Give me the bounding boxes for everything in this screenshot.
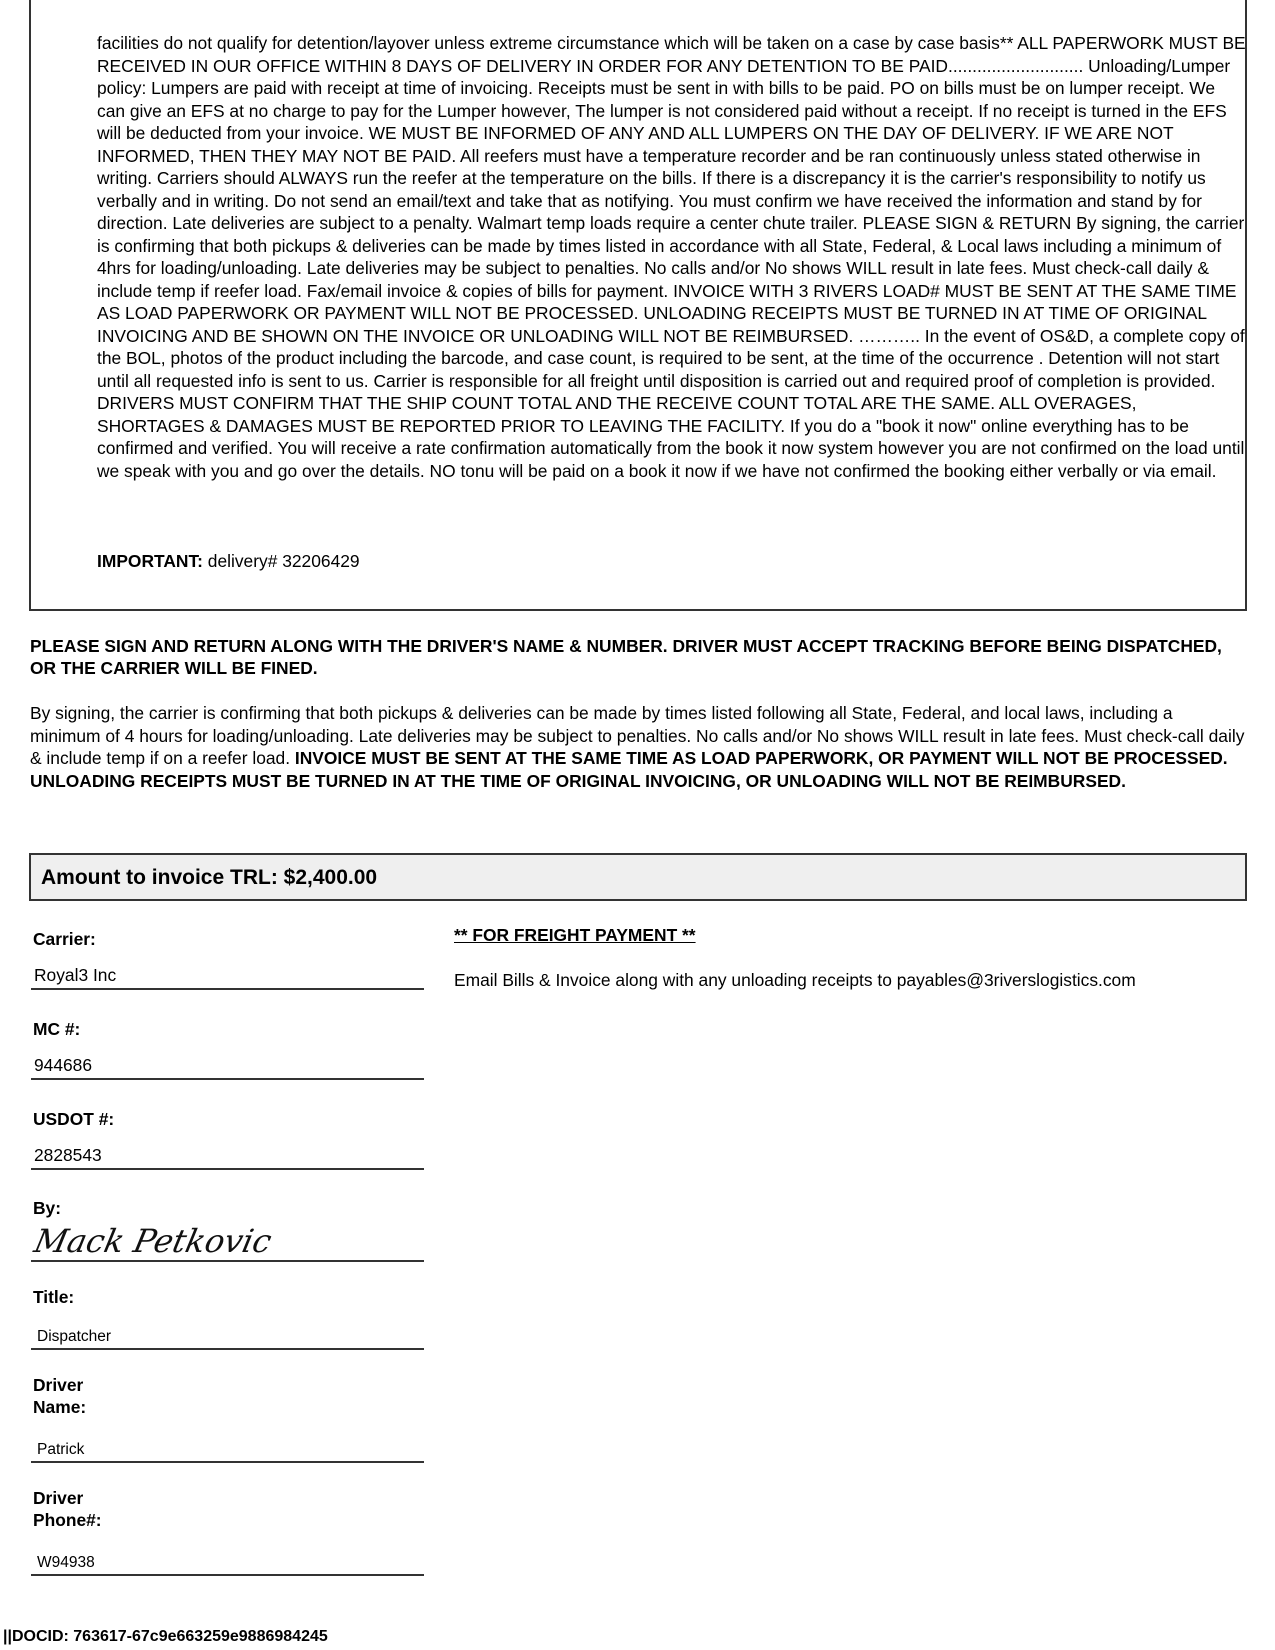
driver-phone-label: [33, 1487, 102, 1531]
usdot-field[interactable]: [31, 1144, 424, 1170]
signature-text: Mack Petkovic: [31, 1222, 275, 1260]
important-note: [97, 550, 360, 572]
signature-image: [31, 1222, 424, 1262]
amount-to-invoice: Amount to invoice TRL: $2,400.00: [41, 866, 378, 889]
title-field[interactable]: [31, 1324, 424, 1350]
driver-phone-field[interactable]: [31, 1550, 424, 1576]
driver-name-field[interactable]: [31, 1437, 424, 1463]
signing-terms-plain: By signing, the carrier is confirming that both pickups & deliveries can be made by times listed following all State, Federal, and local laws, including a minimum of 4 hours for loading/unloading. Late deliveries may be subject to penalties. No calls and/or No shows WILL result in late fees. Must check-call daily & include temp if on a reefer load.: [30, 703, 1245, 768]
signature-field[interactable]: [31, 1222, 424, 1262]
carrier-label: Carrier:: [33, 929, 96, 949]
mc-field[interactable]: [31, 1054, 424, 1080]
sign-return-notice: PLEASE SIGN AND RETURN ALONG WITH THE DRIVER'S NAME & NUMBER. DRIVER MUST ACCEPT TRACKING BEFORE BEING DISPATCHED, OR THE CARRIER WILL BE FINED.: [30, 636, 1222, 678]
driver-name-value: Patrick: [37, 1441, 85, 1458]
title-value: Dispatcher: [37, 1328, 112, 1345]
by-label: By:: [33, 1198, 62, 1218]
amount-to-invoice-bar: [29, 853, 1247, 901]
carrier-value: Royal3 Inc: [34, 965, 117, 985]
driver-phone-value: W94938: [37, 1554, 95, 1571]
usdot-value: 2828543: [34, 1145, 102, 1165]
driver-phone-label-line1: Driver: [33, 1488, 84, 1508]
terms-paragraph: facilities do not qualify for detention/layover unless extreme circumstance which will be taken on a case by case basis** ALL PAPERWORK MUST BE RECEIVED IN OUR OFFICE WITHIN 8 DAYS OF DELIVERY IN ORDER FOR ANY DETENTION TO BE PAID............................ Unloading/Lumper policy: Lumpers are paid with receipt at time of invoicing. Receipts must be sent in with bills to be paid. PO on bills must be on lumper receipt. We can give an EFS at no charge to pay for the Lumper however, The lumper is not considered paid without a receipt. If no receipt is turned in the EFS will be deducted from your invoice. WE MUST BE INFORMED OF ANY AND ALL LUMPERS ON THE DAY OF DELIVERY. IF WE ARE NOT INFORMED, THEN THEY MAY NOT BE PAID. All reefers must have a temperature recorder and be ran continuously unless stated otherwise in writing. Carriers should ALWAYS run the reefer at the temperature on the bills. If there is a discrepancy it is the carrier's responsibility to notify us verbally and in writing. Do not send an email/text and take that as notifying. You must confirm we have received the information and stand by for direction. Late deliveries are subject to a penalty. Walmart temp loads require a center chute trailer. PLEASE SIGN & RETURN By signing, the carrier is confirming that both pickups & deliveries can be made by times listed in accordance with all State, Federal, & Local laws including a minimum of 4hrs for loading/unloading. Late deliveries may be subject to penalties. No calls and/or No shows WILL result in late fees. Must check-call daily & include temp if reefer load. Fax/email invoice & copies of bills for payment. INVOICE WITH 3 RIVERS LOAD# MUST BE SENT AT THE SAME TIME AS LOAD PAPERWORK OR PAYMENT WILL NOT BE PROCESSED. UNLOADING RECEIPTS MUST BE TURNED IN AT TIME OF ORIGINAL INVOICING AND BE SHOWN ON THE INVOICE OR UNLOADING WILL NOT BE REIMBURSED. ……….. In the event of OS&D, a complete copy of the BOL, photos of the product including the barcode, and case count, is required to be sent, at the time of the occurrence . Detention will not start until all requested info is sent to us. Carrier is responsible for all freight until disposition is carried out and required proof of completion is provided. DRIVERS MUST CONFIRM THAT THE SHIP COUNT TOTAL AND THE RECEIVE COUNT TOTAL ARE THE SAME. ALL OVERAGES, SHORTAGES & DAMAGES MUST BE REPORTED PRIOR TO LEAVING THE FACILITY. If you do a "book it now" online everything has to be confirmed and verified. You will receive a rate confirmation automatically from the book it now system however you are not confirmed on the load until we speak with you and go over the details. NO tonu will be paid on a book it now if we have not confirmed the booking either verbally or via email.: [97, 33, 1246, 481]
important-label: IMPORTANT:: [97, 551, 203, 571]
freight-payment-heading: ** FOR FREIGHT PAYMENT **: [454, 925, 696, 945]
important-value: delivery# 32206429: [202, 551, 360, 571]
signing-terms: [30, 702, 1245, 792]
mc-value: 944686: [34, 1055, 93, 1075]
mc-label: MC #:: [33, 1019, 81, 1039]
freight-payment-instructions: Email Bills & Invoice along with any unloading receipts to payables@3riverslogistics.com: [454, 970, 1136, 990]
signing-terms-bold: INVOICE MUST BE SENT AT THE SAME TIME AS LOAD PAPERWORK, OR PAYMENT WILL NOT BE PROCESSED. UNLOADING RECEIPTS MUST BE TURNED IN AT THE TIME OF ORIGINAL INVOICING, OR UNLOADING WILL NOT BE REIMBURSED.: [30, 748, 1228, 791]
title-label: Title:: [33, 1287, 75, 1307]
driver-name-label-line2: Name:: [33, 1397, 87, 1417]
driver-name-label-line1: Driver: [33, 1375, 84, 1395]
carrier-field[interactable]: [31, 964, 424, 990]
usdot-label: USDOT #:: [33, 1109, 115, 1129]
driver-phone-label-line2: Phone#:: [33, 1510, 102, 1530]
document-id: ||DOCID: 763617-67c9e663259e9886984245: [3, 1628, 328, 1645]
driver-name-label: [33, 1374, 86, 1418]
